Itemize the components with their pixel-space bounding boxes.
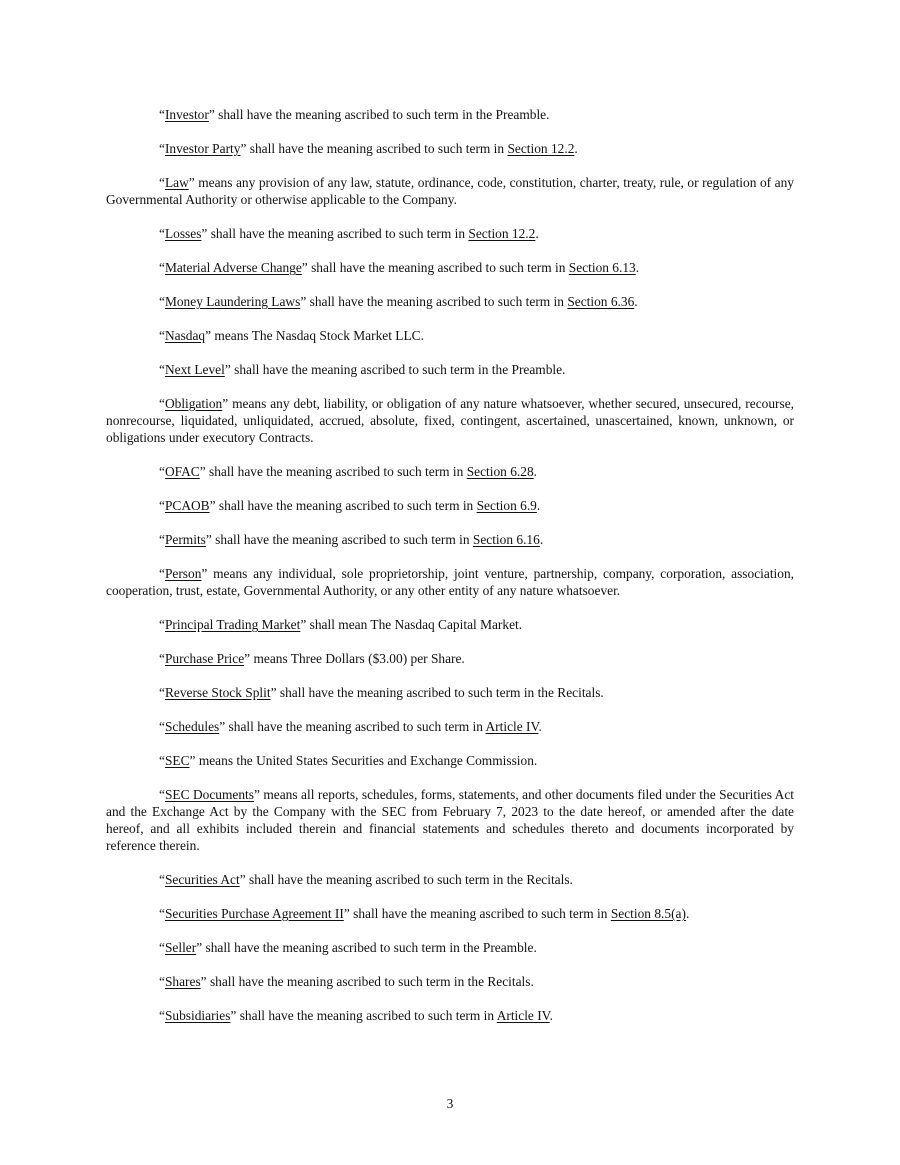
definition-text: shall have the meaning ascribed to such term in (211, 532, 473, 547)
definition-text: shall have the meaning ascribed to such term in (205, 464, 467, 479)
defined-term: Person (164, 566, 202, 581)
section-reference: Section 6.36 (567, 294, 635, 309)
defined-term: Material Adverse Change (164, 260, 302, 275)
section-reference: Section 12.2 (507, 141, 575, 156)
definition-text: means The Nasdaq Stock Market LLC. (211, 328, 424, 343)
defined-term: Shares (164, 974, 201, 989)
defined-term: Reverse Stock Split (164, 685, 271, 700)
definition-text: shall have the meaning ascribed to such term in the Preamble. (202, 940, 537, 955)
definition-purchase-price: “Purchase Price” means Three Dollars ($3.00) per Share. (159, 651, 465, 666)
defined-term: Purchase Price (164, 651, 245, 666)
definition-securities-purchase-agreement-ii: “Securities Purchase Agreement II” shall have the meaning ascribed to such term in Section 8.5(a). (159, 906, 690, 921)
definition-text: shall have the meaning ascribed to such term in the Recitals. (245, 872, 573, 887)
defined-term: SEC Documents (164, 787, 254, 802)
defined-term: Seller (164, 940, 197, 955)
definition-text: means all reports, schedules, forms, statements, and other documents filed under the Securities Act and the Exchange Act by the Company with the SEC from February 7, 2023 to the date hereof, or amended after the date hereof, and all exhibits included therein and financial statements and schedules thereto and documents incorporated by reference therein. (106, 787, 794, 853)
section-reference: Section 6.13 (568, 260, 636, 275)
definition-text: shall have the meaning ascribed to such term in (306, 294, 568, 309)
section-reference: Section 6.16 (472, 532, 540, 547)
section-reference: Article IV (485, 719, 539, 734)
defined-term: Subsidiaries (164, 1008, 231, 1023)
definition-text: shall have the meaning ascribed to such term in the Recitals. (276, 685, 604, 700)
defined-term: Securities Act (164, 872, 240, 887)
definition-obligation: “Obligation” means any debt, liability, or obligation of any nature whatsoever, whether secured, unsecured, recourse, nonrecourse, liquidated, unliquidated, accrued, absolute, fixed, contingent, ascertained, unascertained, known, unknown, or obligations under executory Contracts. (106, 396, 794, 445)
document-page (106, 106, 794, 1041)
section-reference: Section 12.2 (468, 226, 536, 241)
defined-term: Money Laundering Laws (164, 294, 301, 309)
definition-sec: “SEC” means the United States Securities and Exchange Commission. (159, 753, 538, 768)
section-reference: Article IV (496, 1008, 550, 1023)
definition-nasdaq: “Nasdaq” means The Nasdaq Stock Market LLC. (159, 328, 424, 343)
definition-text: shall have the meaning ascribed to such term in (207, 226, 469, 241)
section-reference: Section 6.28 (466, 464, 534, 479)
definition-text: means Three Dollars ($3.00) per Share. (250, 651, 465, 666)
definition-text: shall have the meaning ascribed to such term in the Preamble. (230, 362, 566, 377)
definition-text: means any individual, sole proprietorship, joint venture, partnership, company, corporation, association, cooperation, trust, estate, Governmental Authority, or any other entity of any nature whatsoever. (106, 566, 794, 598)
definition-seller: “Seller” shall have the meaning ascribed to such term in the Preamble. (159, 940, 537, 955)
defined-term: Investor Party (164, 141, 241, 156)
defined-term: Permits (164, 532, 206, 547)
definition-text: shall have the meaning ascribed to such term in the Preamble. (214, 107, 550, 122)
defined-term: Investor (164, 107, 209, 122)
definition-text: means the United States Securities and Exchange Commission. (195, 753, 538, 768)
definition-person: “Person” means any individual, sole proprietorship, joint venture, partnership, company, corporation, association, cooperation, trust, estate, Governmental Authority, or any other entity of any nature whatsoever. (106, 566, 794, 598)
definition-text: shall have the meaning ascribed to such term in (307, 260, 569, 275)
definition-law: “Law” means any provision of any law, statute, ordinance, code, constitution, charter, treaty, rule, or regulation of any Governmental Authority or otherwise applicable to the Company. (106, 175, 794, 207)
definition-money-laundering-laws: “Money Laundering Laws” shall have the meaning ascribed to such term in Section 6.36. (159, 294, 638, 309)
definition-shares: “Shares” shall have the meaning ascribed to such term in the Recitals. (159, 974, 534, 989)
definition-text: shall have the meaning ascribed to such term in (215, 498, 477, 513)
definition-permits: “Permits” shall have the meaning ascribed to such term in Section 6.16. (159, 532, 544, 547)
definition-text: shall have the meaning ascribed to such term in (349, 906, 611, 921)
definition-investor-party: “Investor Party” shall have the meaning ascribed to such term in Section 12.2. (159, 141, 578, 156)
definition-next-level: “Next Level” shall have the meaning ascribed to such term in the Preamble. (159, 362, 566, 377)
defined-term: Obligation (164, 396, 223, 411)
definition-pcaob: “PCAOB” shall have the meaning ascribed to such term in Section 6.9. (159, 498, 541, 513)
defined-term: Nasdaq (164, 328, 206, 343)
definition-text: shall mean The Nasdaq Capital Market. (306, 617, 523, 632)
definition-text: shall have the meaning ascribed to such term in the Recitals. (206, 974, 534, 989)
definition-text: means any debt, liability, or obligation of any nature whatsoever, whether secured, unsecured, recourse, nonrecourse, liquidated, unliquidated, accrued, absolute, fixed, contingent, ascertained, unascertained, known, unknown, or obligations under executory Contracts. (106, 396, 794, 445)
definition-text: means any provision of any law, statute, ordinance, code, constitution, charter, treaty, rule, or regulation of any Governmental Authority or otherwise applicable to the Company. (106, 175, 794, 207)
definition-schedules: “Schedules” shall have the meaning ascribed to such term in Article IV. (159, 719, 542, 734)
defined-term: OFAC (164, 464, 200, 479)
page-number: 3 (446, 1096, 454, 1111)
defined-term: Schedules (164, 719, 220, 734)
defined-term: Law (164, 175, 189, 190)
defined-term: PCAOB (164, 498, 210, 513)
definition-subsidiaries: “Subsidiaries” shall have the meaning ascribed to such term in Article IV. (159, 1008, 553, 1023)
defined-term: Securities Purchase Agreement II (164, 906, 344, 921)
definition-losses: “Losses” shall have the meaning ascribed to such term in Section 12.2. (159, 226, 539, 241)
section-reference: Section 8.5(a) (610, 906, 686, 921)
definition-text: shall have the meaning ascribed to such term in (236, 1008, 497, 1023)
defined-term: Losses (164, 226, 202, 241)
definition-reverse-stock-split: “Reverse Stock Split” shall have the meaning ascribed to such term in the Recitals. (159, 685, 604, 700)
definition-principal-trading-market: “Principal Trading Market” shall mean The Nasdaq Capital Market. (159, 617, 523, 632)
defined-term: SEC (164, 753, 190, 768)
section-reference: Section 6.9 (476, 498, 537, 513)
definition-text: shall have the meaning ascribed to such term in (225, 719, 486, 734)
definition-investor: “Investor” shall have the meaning ascribed to such term in the Preamble. (159, 107, 550, 122)
definition-ofac: “OFAC” shall have the meaning ascribed to such term in Section 6.28. (159, 464, 537, 479)
definition-material-adverse-change: “Material Adverse Change” shall have the meaning ascribed to such term in Section 6.13. (159, 260, 640, 275)
definition-securities-act: “Securities Act” shall have the meaning ascribed to such term in the Recitals. (159, 872, 573, 887)
defined-term: Next Level (164, 362, 225, 377)
definition-text: shall have the meaning ascribed to such term in (246, 141, 508, 156)
definition-sec-documents: “SEC Documents” means all reports, schedules, forms, statements, and other documents filed under the Securities Act and the Exchange Act by the Company with the SEC from February 7, 2023 to the date hereof, or amended after the date hereof, and all exhibits included therein and financial statements and schedules thereto and documents incorporated by reference therein. (106, 787, 794, 853)
defined-term: Principal Trading Market (164, 617, 301, 632)
